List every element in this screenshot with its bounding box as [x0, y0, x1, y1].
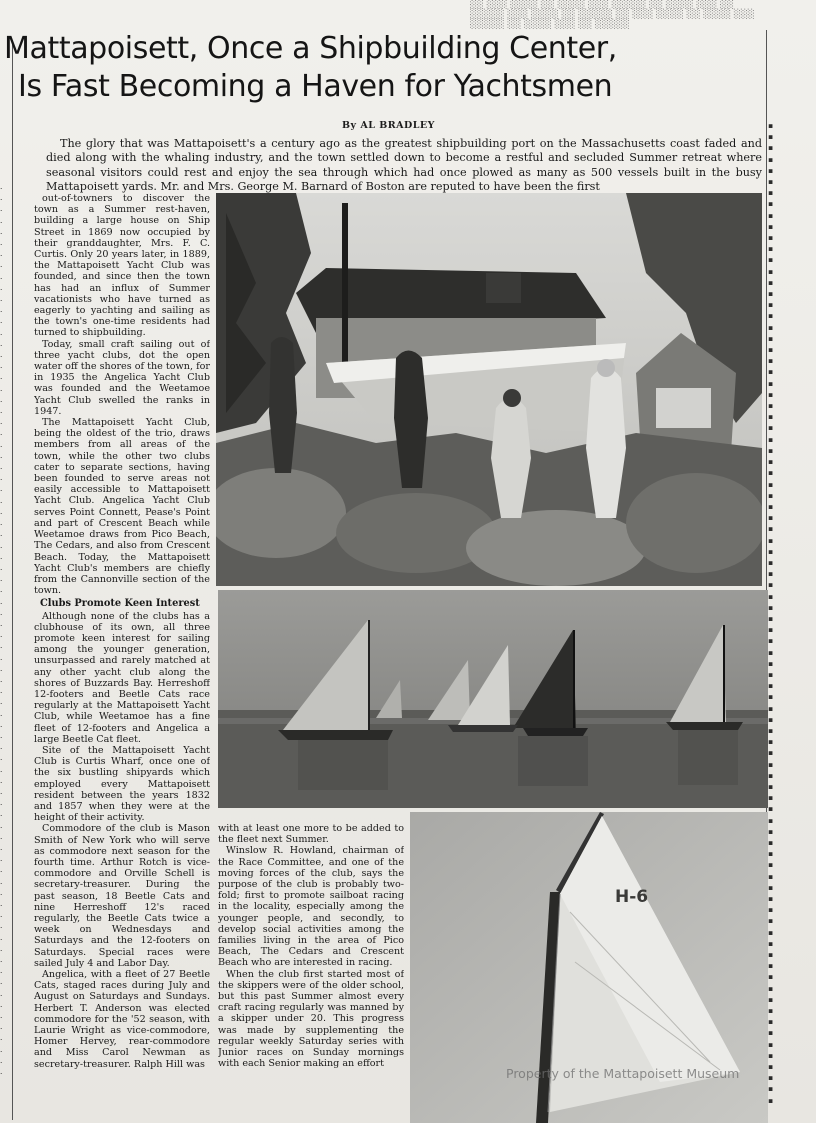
- sail-number: H-6: [615, 887, 649, 907]
- photo-sailboat-race-graphic: [218, 590, 768, 808]
- column2-paragraph-2: Winslow R. Howland, chairman of the Race Committee, and one of the moving forces of the club, says the purpose of the club is probably two-fold; first to promote sailboat racing in the locality, especially among the younger people, and secondly, to develop social activities among the families living in the area of Pico Beach, The Cedars and Crescent Beach who are interested in racing.: [218, 845, 404, 969]
- museum-watermark: Property of the Mattapoisett Museum: [506, 1066, 740, 1081]
- column2-paragraph-3: When the club first started most of the skippers were of the older school, but this past Summer almost every craft racing regularly was manned by a skipper under 20. This progress was made by supplementing the regular weekly Saturday series with Junior races on Sunday mornings with each Senior making an effort: [218, 968, 404, 1070]
- byline: By AL BRADLEY: [342, 120, 435, 131]
- column2-paragraph-1: with at least one more to be added to the fleet next Summer.: [218, 823, 404, 846]
- column1-paragraph-6: Commodore of the club is Mason Smith of New York who will serve as commodore next season for the fourth time. Arthur Rotch is vice-commodore and Orville Schell is secretary-treasurer. During the past season, 18 Beetle Cats and nine Herreshoff 12's raced regularly, the Beetle Cats twice a week on Wednesdays and Saturdays and the 12-footers on Saturdays. Special races were sailed July 4 and Labor Day.: [34, 823, 210, 969]
- photo-boat-haul-graphic: [216, 193, 762, 586]
- column1-paragraph-1: out-of-towners to discover the town as a Summer rest-haven, building a large house on Ship Street in 1869 now occupied by their granddaughter, Mrs. F. C. Curtis. Only 20 years later, in 1889, the Mattapoisett Yacht Club was founded, and since then the town has had an influx of Summer vacationists who have turned as eagerly to yachting and sailing as the town's one-time residents had turned to shipbuilding.: [34, 193, 210, 339]
- article-column-2: [218, 823, 404, 1123]
- article-headline: [4, 30, 764, 106]
- column1-subhead: Clubs Promote Keen Interest: [40, 598, 200, 610]
- headline-line-2: Is Fast Becoming a Haven for Yachtsmen: [18, 69, 613, 104]
- column1-paragraph-2: Today, small craft sailing out of three yacht clubs, dot the open water off the shores of the town, for in 1935 the Angelica Yacht Club was founded and the Weetamoe Yacht Club swelled the ranks in 1947.: [34, 338, 210, 417]
- headline-line-1: Mattapoisett, Once a Shipbuilding Center,: [4, 31, 617, 66]
- column-rule-left: [12, 40, 13, 1120]
- column1-paragraph-7: Angelica, with a fleet of 27 Beetle Cats, staged races during July and August on Saturdays and Sundays. Herbert T. Anderson was elected commodore for the '52 season, with Laurie Wright as vice-commodore, Homer Hervey, rear-commodore and Miss Carol Newman as secretary-treasurer. Ralph Hill was: [34, 969, 210, 1070]
- article-column-1: [34, 193, 210, 1123]
- column1-paragraph-3: The Mattapoisett Yacht Club, being the oldest of the trio, draws members from all areas of the town, while the other two clubs cater to separate sections, having been founded to serve areas not easily accessible to Mattapoisett Yacht Club. Angelica Yacht Club serves Point Connett, Pease's Point and part of Crescent Beach while Weetamoe draws from Pico Beach, The Cedars, and also from Crescent Beach. Today, the Mattapoisett Yacht Club's members are chiefly from the Cannonville section of the town.: [34, 417, 210, 597]
- column1-paragraph-4: Although none of the clubs has a clubhouse of its own, all three promote keen interest for sailing among the younger generation, unsurpassed and rarely matched at any other yacht club along the shores of Buzzards Bay. Herreshoff 12-footers and Beetle Cats race regularly at the Mattapoisett Yacht Club, while Weetamoe has a fine fleet of 12-footers and Angelica a large Beetle Cat fleet.: [34, 610, 210, 745]
- adjacent-column-left-fragment: · · · · · · · · · · · · · · · · · · · · · · · · · · · · · · · · · · · · · · · · · · · · · · · · · · · · · · · · · · · · · · · · · · · · · · · · · · · · · · · ·: [0, 184, 3, 1079]
- adjacent-column-right-fragment: ▪ ▪ ▪ ▪ ▪ ▪ ▪ ▪ ▪ ▪ ▪ ▪ ▪ ▪ ▪ ▪ ▪ ▪ ▪ ▪ ▪ ▪ ▪ ▪ ▪ ▪ ▪ ▪ ▪ ▪ ▪ ▪ ▪ ▪ ▪ ▪ ▪ ▪ ▪ ▪ ▪ ▪ ▪ ▪ ▪ ▪ ▪ ▪ ▪ ▪ ▪ ▪ ▪ ▪ ▪ ▪ ▪ ▪ ▪ ▪ ▪ ▪ ▪ ▪ ▪ ▪ ▪ ▪ ▪ ▪ ▪ ▪ ▪ ▪ ▪ ▪ ▪ ▪ ▪ ▪ ▪ ▪ ▪ ▪ ▪ ▪ ▪ ▪: [768, 121, 774, 1105]
- lede-paragraph: The glory that was Mattapoisett's a century ago as the greatest shipbuilding port on the Massachusetts coast faded and died along with the whaling industry, and the town settled down to become a restful and secluded Summer retreat where seasonal visitors could rest and enjoy the sea through which had once plowed as many as 500 vessels built in the busy Mattapoisett yards. Mr. and Mrs. George M. Barnard of Boston are reputed to have been the first: [46, 137, 762, 194]
- column1-paragraph-5: Site of the Mattapoisett Yacht Club is Curtis Wharf, once one of the six bustling shipyards which employed every Mattapoisett resident between the years 1832 and 1857 when they were at the height of their activity.: [34, 744, 210, 824]
- adjacent-article-fragment: ░░ ░░░ ░░░░ ░░ ░░░░ ░░░ ░░░░░ ░░ ░░░░ ░░░ ░░ ░░░░░ ░░░ ░░░░ ░░ ░░░░░ ░░ ░░░ ░░░░ ░░ ░░░░ ░░░ ░░░░░ ░░ ░░░░ ░░░ ░░ ░░░░░: [470, 0, 755, 30]
- photo-sailboat-race: [218, 590, 768, 808]
- photo-boat-haul-over-rocks: [216, 193, 762, 586]
